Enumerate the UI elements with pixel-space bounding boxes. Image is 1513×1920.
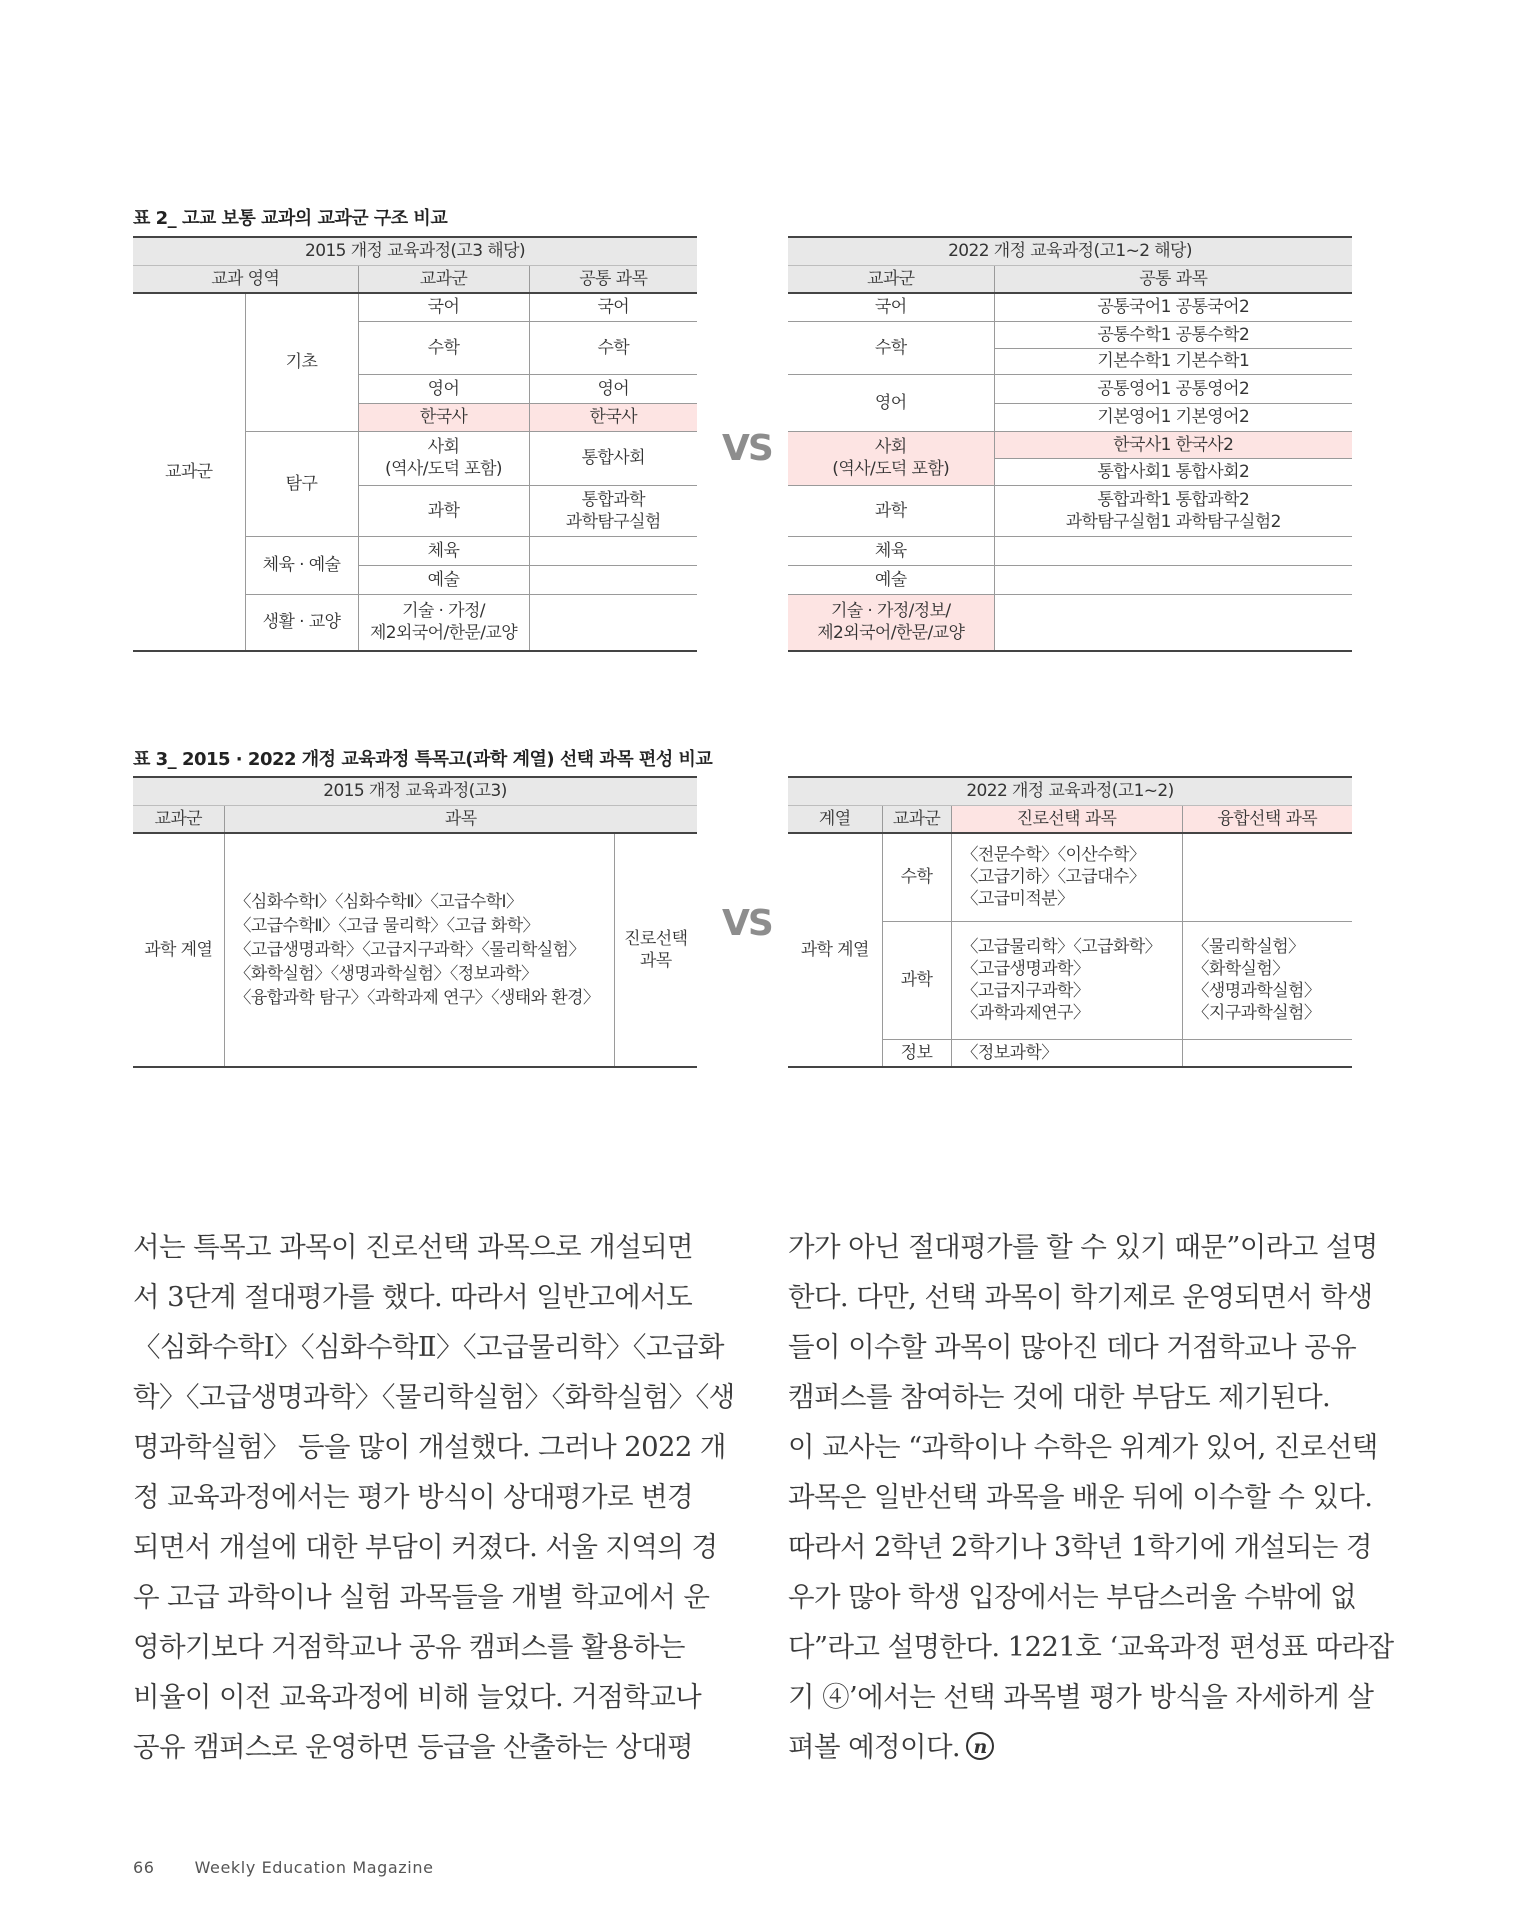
common-pe-empty (529, 536, 697, 565)
header-track: 계열 (788, 805, 882, 833)
common-social-1: 한국사1 한국사2 (994, 431, 1352, 458)
common-science: 통합과학1 통합과학2 과학탐구실험1 과학탐구실험2 (994, 485, 1352, 536)
subjects-line: 〈고급생명과학〉〈고급지구과학〉〈물리학실험〉 (234, 940, 585, 960)
subjects-line: 〈융합과학 탐구〉〈과학과제 연구〉〈생태와 환경〉 (234, 988, 600, 1008)
body-line: 〈심화수학Ⅰ〉〈심화수학Ⅱ〉〈고급물리학〉〈고급화 (133, 1331, 724, 1363)
pe-arts-cell: 체육 · 예술 (245, 536, 358, 594)
common-english: 영어 (529, 374, 697, 403)
body-line: 이 교사는 “과학이나 수학은 위계가 있어, 진로선택 (788, 1431, 1378, 1463)
group-social: 사회 (역사/도덕 포함) (358, 431, 529, 485)
table2-left (133, 236, 697, 652)
area-cell: 교과군 (133, 293, 245, 651)
body-line: 들이 이수할 과목이 많아진 데다 거점학교나 공유 (788, 1331, 1357, 1363)
header-group: 교과군 (882, 805, 951, 833)
body-line: 학〉〈고급생명과학〉〈물리학실험〉〈화학실험〉〈생 (133, 1381, 735, 1413)
group-arts: 예술 (788, 565, 994, 594)
body-line: 영하기보다 거점학교나 공유 캠퍼스를 활용하는 (133, 1631, 685, 1663)
vs-label-table3: VS (722, 903, 772, 944)
table2-right-title: 2022 개정 교육과정(고1~2 해당) (788, 237, 1352, 265)
group-math: 수학 (882, 833, 951, 921)
common-history: 한국사 (529, 403, 697, 431)
common-math-1: 공통수학1 공통수학2 (994, 321, 1352, 348)
science-fusion: 〈물리학실험〉 〈화학실험〉 〈생명과학실험〉 〈지구과학실험〉 (1182, 921, 1352, 1039)
body-line: 되면서 개설에 대한 부담이 커졌다. 서울 지역의 경 (133, 1531, 718, 1563)
info-fusion-empty (1182, 1039, 1352, 1067)
group-arts: 예술 (358, 565, 529, 594)
header-group: 교과군 (358, 265, 529, 293)
vs-label-table2: VS (722, 428, 772, 469)
group-science-track: 과학 계열 (133, 833, 224, 1067)
group-pe: 체육 (358, 536, 529, 565)
subject-type: 진로선택 과목 (614, 833, 697, 1067)
body-line: 서는 특목고 과목이 진로선택 과목으로 개설되면 (133, 1231, 694, 1263)
group-social: 사회 (역사/도덕 포함) (788, 431, 994, 485)
subjects-list (224, 833, 614, 1067)
header-career: 진로선택 과목 (951, 805, 1182, 833)
header-common: 공통 과목 (994, 265, 1352, 293)
header-group: 교과군 (788, 265, 994, 293)
group-korean: 국어 (788, 293, 994, 321)
common-tech-empty (994, 594, 1352, 651)
table3-right (788, 776, 1352, 1068)
subjects-line: 〈심화수학Ⅰ〉〈심화수학Ⅱ〉〈고급수학Ⅰ〉 (234, 892, 523, 912)
body-line: 비율이 이전 교육과정에 비해 늘었다. 거점학교나 (133, 1681, 702, 1713)
common-social: 통합사회 (529, 431, 697, 485)
table2-caption: 표 2_ 고교 보통 교과의 교과군 구조 비교 (133, 208, 448, 229)
magazine-logo-icon: n (966, 1732, 994, 1760)
body-line: 정 교육과정에서는 평가 방식이 상대평가로 변경 (133, 1481, 694, 1513)
basic-cell: 기초 (245, 293, 358, 431)
group-math: 수학 (358, 321, 529, 374)
body-line: 캠퍼스를 참여하는 것에 대한 부담도 제기된다. (788, 1381, 1331, 1413)
common-english-1: 공통영어1 공통영어2 (994, 374, 1352, 403)
common-tech-empty (529, 594, 697, 651)
common-korean: 공통국어1 공통국어2 (994, 293, 1352, 321)
inquiry-cell: 탐구 (245, 431, 358, 536)
math-fusion-empty (1182, 833, 1352, 921)
group-science-track: 과학 계열 (788, 833, 882, 1067)
header-group: 교과군 (133, 805, 224, 833)
header-common: 공통 과목 (529, 265, 697, 293)
page-footer (133, 1858, 434, 1877)
body-line: 공유 캠퍼스로 운영하면 등급을 산출하는 상대평 (133, 1731, 694, 1763)
group-english: 영어 (358, 374, 529, 403)
group-science: 과학 (788, 485, 994, 536)
body-left-column (133, 1222, 735, 1772)
science-career: 〈고급물리학〉〈고급화학〉 〈고급생명과학〉 〈고급지구과학〉 〈과학과제연구〉 (951, 921, 1182, 1039)
group-science: 과학 (882, 921, 951, 1039)
body-line: 따라서 2학년 2학기나 3학년 1학기에 개설되는 경 (788, 1531, 1372, 1563)
body-line: 가가 아닌 절대평가를 할 수 있기 때문”이라고 설명 (788, 1231, 1378, 1263)
info-career: 〈정보과학〉 (951, 1039, 1182, 1067)
common-arts-empty (529, 565, 697, 594)
group-info: 정보 (882, 1039, 951, 1067)
body-right-column (788, 1222, 1393, 1772)
table3-left-title: 2015 개정 교육과정(고3) (133, 777, 697, 805)
body-line: 다”라고 설명한다. 1221호 ‘교육과정 편성표 따라잡 (788, 1631, 1394, 1663)
body-line: 우 고급 과학이나 실험 과목들을 개별 학교에서 운 (133, 1581, 710, 1613)
common-pe-empty (994, 536, 1352, 565)
header-fusion: 융합선택 과목 (1182, 805, 1352, 833)
body-line: 기 ④’에서는 선택 과목별 평가 방식을 자세하게 살 (788, 1681, 1374, 1713)
common-math: 수학 (529, 321, 697, 374)
common-arts-empty (994, 565, 1352, 594)
table2-right (788, 236, 1352, 652)
body-line: 서 3단계 절대평가를 했다. 따라서 일반고에서도 (133, 1281, 693, 1313)
math-career: 〈전문수학〉〈이산수학〉 〈고급기하〉〈고급대수〉 〈고급미적분〉 (951, 833, 1182, 921)
group-korean: 국어 (358, 293, 529, 321)
group-math: 수학 (788, 321, 994, 374)
header-subjects: 과목 (224, 805, 697, 833)
life-cell: 생활 · 교양 (245, 594, 358, 651)
common-math-2: 기본수학1 기본수학1 (994, 348, 1352, 374)
body-line: 우가 많아 학생 입장에서는 부담스러울 수밖에 없 (788, 1581, 1357, 1613)
body-line-last: 펴볼 예정이다. n (788, 1722, 1393, 1772)
body-line: 과목은 일반선택 과목을 배운 뒤에 이수할 수 있다. (788, 1481, 1373, 1513)
group-science: 과학 (358, 485, 529, 536)
table3-right-title: 2022 개정 교육과정(고1~2) (788, 777, 1352, 805)
table2-left-title: 2015 개정 교육과정(고3 해당) (133, 237, 697, 265)
group-english: 영어 (788, 374, 994, 431)
body-line: 한다. 다만, 선택 과목이 학기제로 운영되면서 학생 (788, 1281, 1373, 1313)
group-tech: 기술 · 가정/ 제2외국어/한문/교양 (358, 594, 529, 651)
subjects-line: 〈고급수학Ⅱ〉〈고급 물리학〉〈고급 화학〉 (234, 916, 539, 936)
common-social-2: 통합사회1 통합사회2 (994, 458, 1352, 485)
common-science: 통합과학 과학탐구실험 (529, 485, 697, 536)
subjects-line: 〈화학실험〉〈생명과학실험〉〈정보과학〉 (234, 964, 538, 984)
page-number: 66 (133, 1858, 155, 1877)
table3-left (133, 776, 697, 1068)
body-line: 명과학실험〉 등을 많이 개설했다. 그러나 2022 개 (133, 1431, 726, 1463)
table3-caption: 표 3_ 2015 · 2022 개정 교육과정 특목고(과학 계열) 선택 과목 편성 비교 (133, 749, 713, 770)
magazine-name: Weekly Education Magazine (194, 1858, 434, 1877)
common-korean: 국어 (529, 293, 697, 321)
group-pe: 체육 (788, 536, 994, 565)
group-history: 한국사 (358, 403, 529, 431)
group-tech: 기술 · 가정/정보/ 제2외국어/한문/교양 (788, 594, 994, 651)
header-area: 교과 영역 (133, 265, 358, 293)
common-english-2: 기본영어1 기본영어2 (994, 403, 1352, 431)
